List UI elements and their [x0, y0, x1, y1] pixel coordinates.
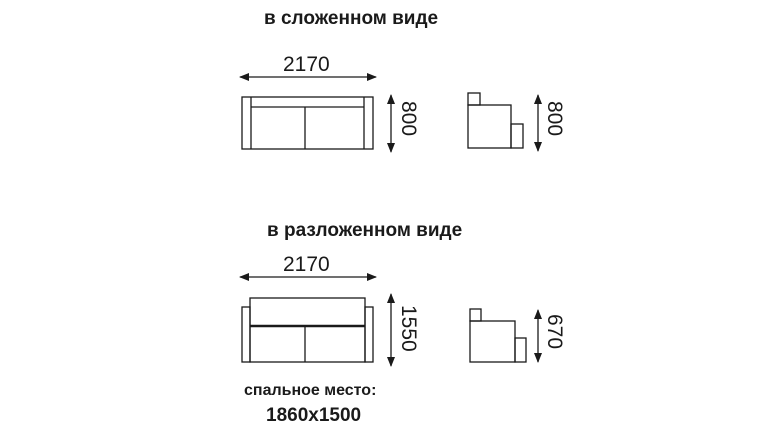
sofa-outline	[250, 298, 365, 362]
sofa-body-side	[470, 321, 515, 362]
folded-side-depth-label: 800	[543, 101, 566, 137]
sofa-outline	[242, 97, 373, 149]
unfolded-width-label: 2170	[283, 253, 330, 276]
sleeping-area-label: спальное место:	[244, 382, 377, 399]
folded-depth-label: 800	[397, 101, 420, 137]
backrest-top	[470, 309, 481, 321]
folded-side-view	[468, 93, 538, 151]
unfolded-front-view	[240, 277, 391, 366]
left-armrest	[242, 307, 250, 362]
right-armrest	[365, 307, 373, 362]
sofa-body-side	[468, 105, 511, 148]
folded-width-label: 2170	[283, 53, 330, 76]
unfolded-depth-label: 1550	[397, 305, 420, 352]
unfolded-title: в разложенном виде	[267, 220, 463, 241]
backrest-top	[468, 93, 480, 105]
unfolded-side-depth-label: 670	[543, 314, 566, 350]
unfolded-side-view	[470, 309, 538, 362]
folded-title: в сложенном виде	[264, 8, 439, 29]
sleeping-area-size: 1860x1500	[266, 405, 362, 426]
seat-front	[515, 338, 526, 362]
folded-front-view	[240, 77, 391, 152]
seat-front	[511, 124, 523, 148]
